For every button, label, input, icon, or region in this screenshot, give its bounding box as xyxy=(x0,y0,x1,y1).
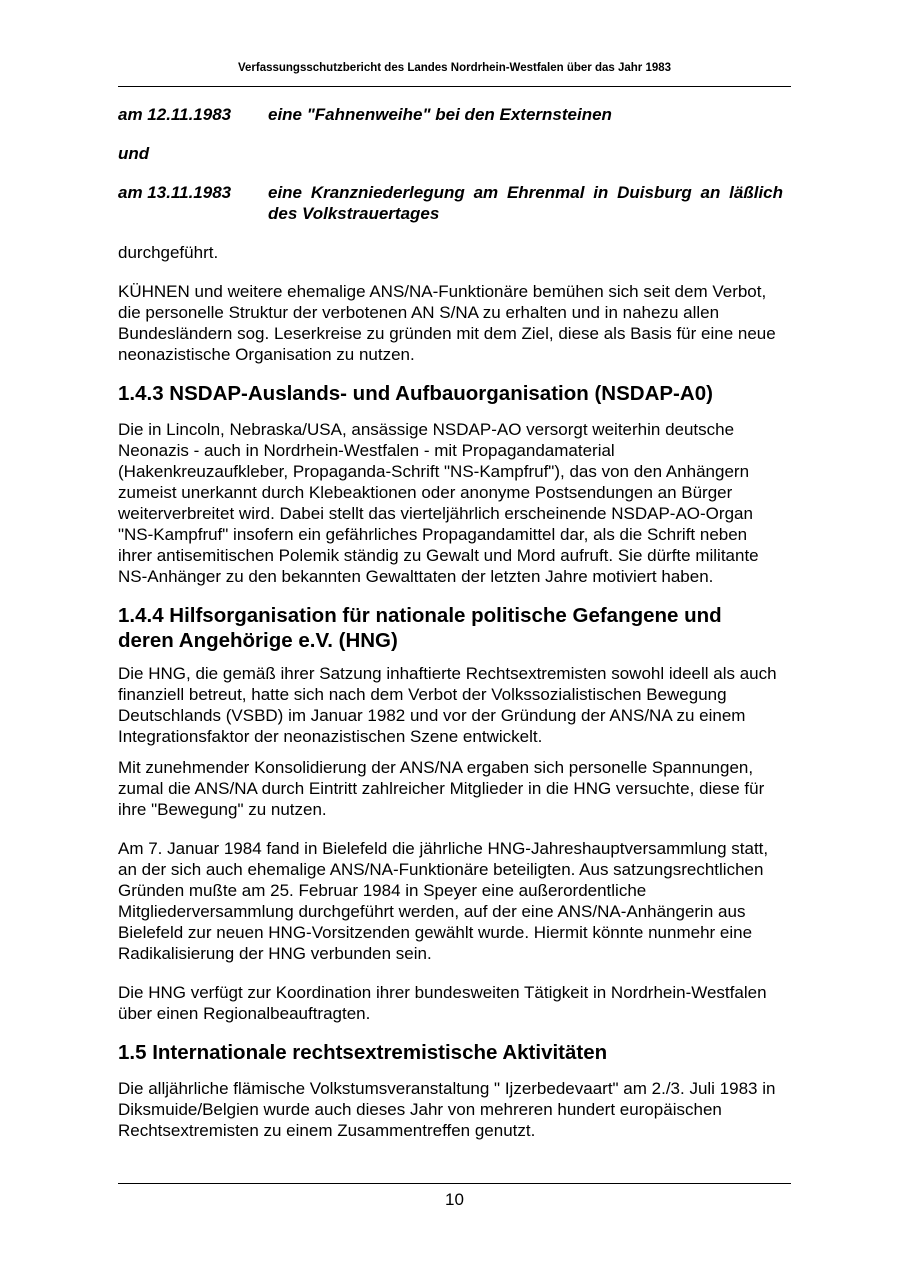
paragraph: Am 7. Januar 1984 fand in Bielefeld die jährliche HNG-Jahreshauptversammlung statt, an der sich auch ehemalige ANS/NA-Funktionäre beteiligten. Aus satzungsrechtlichen Gründen mußte am 25. Februar 1984 in Speyer eine außerordentliche Mitgliederversammlung durchgeführt werden, auf der eine ANS/NA-Anhängerin aus Bielefeld zur neuen HNG-Vorsitzenden gewählt wurde. Hiermit könnte nunmehr eine Radikalisierung der HNG verbunden sein. xyxy=(118,839,769,963)
paragraph: durchgeführt. xyxy=(118,243,219,262)
section-heading: 1.4.4 Hilfsorganisation für nationale politische Gefangene und deren Angehörige e.V. (HNG) xyxy=(118,604,722,652)
running-header: Verfassungsschutzbericht des Landes Nordrhein-Westfalen über das Jahr 1983 xyxy=(237,62,672,74)
header-rule xyxy=(118,86,791,87)
event-date: am 12.11.1983 xyxy=(118,105,232,124)
page-content xyxy=(118,104,783,1141)
event-date: am 13.11.1983 xyxy=(118,183,232,202)
paragraph: Mit zunehmender Konsolidierung der ANS/NA ergaben sich personelle Spannungen, zumal die ANS/NA durch Eintritt zahlreicher Mitglieder in die HNG versuchte, diese für ihre "Bewegung" zu nutzen. xyxy=(118,758,765,819)
event-connector: und xyxy=(118,144,150,163)
paragraph: Die alljährliche flämische Volkstumsveranstaltung " Ijzerbedevaart" am 2./3. Juli 1983 in Diksmuide/Belgien wurde auch dieses Jahr von mehreren hundert europäischen Rechtsextremisten zu einem Zusammentreffen genutzt. xyxy=(118,1079,776,1140)
paragraph: KÜHNEN und weitere ehemalige ANS/NA-Funktionäre bemühen sich seit dem Verbot, die personelle Struktur der verbotenen AN S/NA zu erhalten und in nahezu allen Bundesländern sog. Leserkreise zu gründen mit dem Ziel, diese als Basis für eine neue neonazistische Organisation zu nutzen. xyxy=(118,282,776,364)
event-description: eine "Fahnenweihe" bei den Externsteinen xyxy=(268,105,612,124)
footer-rule xyxy=(118,1183,791,1184)
paragraph: Die HNG, die gemäß ihrer Satzung inhaftierte Rechtsextremisten sowohl ideell als auch finanziell betreut, hatte sich nach dem Verbot der Volkssozialistischen Bewegung Deutschlands (VSBD) im Januar 1982 und vor der Gründung der ANS/NA zu einem Integrationsfaktor der neonazistischen Szene entwickelt. xyxy=(118,664,777,746)
paragraph: Die in Lincoln, Nebraska/USA, ansässige NSDAP-AO versorgt weiterhin deutsche Neonazis - auch in Nordrhein-Westfalen - mit Propagandamaterial (Hakenkreuzaufkleber, Propaganda-Schrift "NS-Kampfruf"), das von den Anhängern zumeist unerkannt durch Klebeaktionen oder anonyme Postsendungen an Bürger weiterverbreitet wird. Dabei stellt das vierteljährlich erscheinende NSDAP-AO-Organ "NS-Kampfruf" insofern ein gefährliches Propagandamittel dar, als die Schrift neben ihrer antisemitischen Polemik ständig zu Gewalt und Mord aufruft. Sie dürfte militante NS-Anhänger zu den bekannten Gewalttaten der letzten Jahre motiviert haben. xyxy=(118,420,759,586)
section-heading: 1.5 Internationale rechtsextremistische Aktivitäten xyxy=(118,1041,608,1064)
section-heading: 1.4.3 NSDAP-Auslands- und Aufbauorganisation (NSDAP-A0) xyxy=(118,382,713,405)
event-item xyxy=(118,104,783,125)
paragraph: Die HNG verfügt zur Koordination ihrer bundesweiten Tätigkeit in Nordrhein-Westfalen über einen Regionalbeauftragten. xyxy=(118,983,767,1023)
page-number: 10 xyxy=(445,1190,464,1209)
event-description: eine Kranzniederlegung am Ehrenmal in Duisburg an läßlich des Volkstrauertages xyxy=(268,183,783,223)
event-item xyxy=(118,182,783,224)
